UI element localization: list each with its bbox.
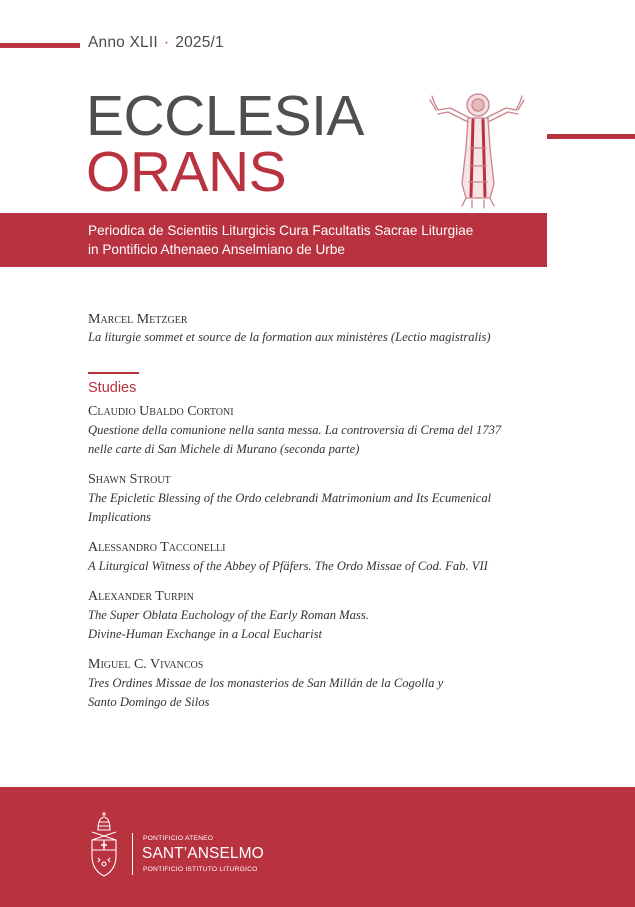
article-title [88,421,508,459]
subtitle-text [88,221,548,259]
article-title-line: Implications [88,510,151,524]
lectio-author: Marcel Metzger [88,312,188,327]
footer-divider [132,833,133,875]
subtitle-line1: Periodica de Scientiis Liturgicis Cura Facultatis Sacrae Liturgiae [88,223,474,238]
issue-line [88,34,224,52]
article-author: Alessandro Tacconelli [88,540,226,555]
article-title [88,489,508,527]
journal-title-line1: ECCLESIA [86,84,364,148]
studies-rule [88,372,139,374]
top-left-rule [0,43,80,48]
article-title-line: nelle carte di San Michele di Murano (seconda parte) [88,442,360,456]
article-author: Alexander Turpin [88,589,194,604]
footer-line3: PONTIFICIO ISTITUTO LITURGICO [143,866,258,873]
article-author: Claudio Ubaldo Cortoni [88,404,234,419]
article-title-line: The Epicletic Blessing of the Ordo celebrandi Matrimonium and Its Ecumenical [88,491,492,505]
studies-heading: Studies [88,380,137,396]
papal-crest-icon [86,810,122,878]
issue-separator: · [163,34,170,51]
article-author: Shawn Strout [88,472,171,487]
issue-volume: Anno XLII [88,34,158,51]
article-title-line: Santo Domingo de Silos [88,695,210,709]
lectio-title: La liturgie sommet et source de la formation aux ministères (Lectio magistralis) [88,330,491,344]
right-rule [547,134,635,139]
article-title-line: The Super Oblata Euchology of the Early Roman Mass. [88,608,369,622]
footer-line1: PONTIFICIO ATENEO [143,835,214,842]
subtitle-line2: in Pontificio Athenaeo Anselmiano de Urbe [88,242,345,257]
article-title [88,674,508,712]
article-title-line: A Liturgical Witness of the Abbey of Pfäfers. The Ordo Missae of Cod. Fab. VII [88,559,488,573]
article-title [88,606,508,644]
issue-number: 2025/1 [175,34,224,51]
article-title-line: Tres Ordines Missae de los monasterios de San Millán de la Cogolla y [88,676,444,690]
footer-institution: SANT’ANSELMO [142,845,264,862]
journal-title-line2: ORANS [86,140,287,204]
orans-figure-icon [426,88,528,210]
article-title-line: Divine-Human Exchange in a Local Eucharist [88,627,322,641]
article-author: Miguel C. Vivancos [88,657,204,672]
article-title [88,557,508,576]
article-title-line: Questione della comunione nella santa messa. La controversia di Crema del 1737 [88,423,502,437]
